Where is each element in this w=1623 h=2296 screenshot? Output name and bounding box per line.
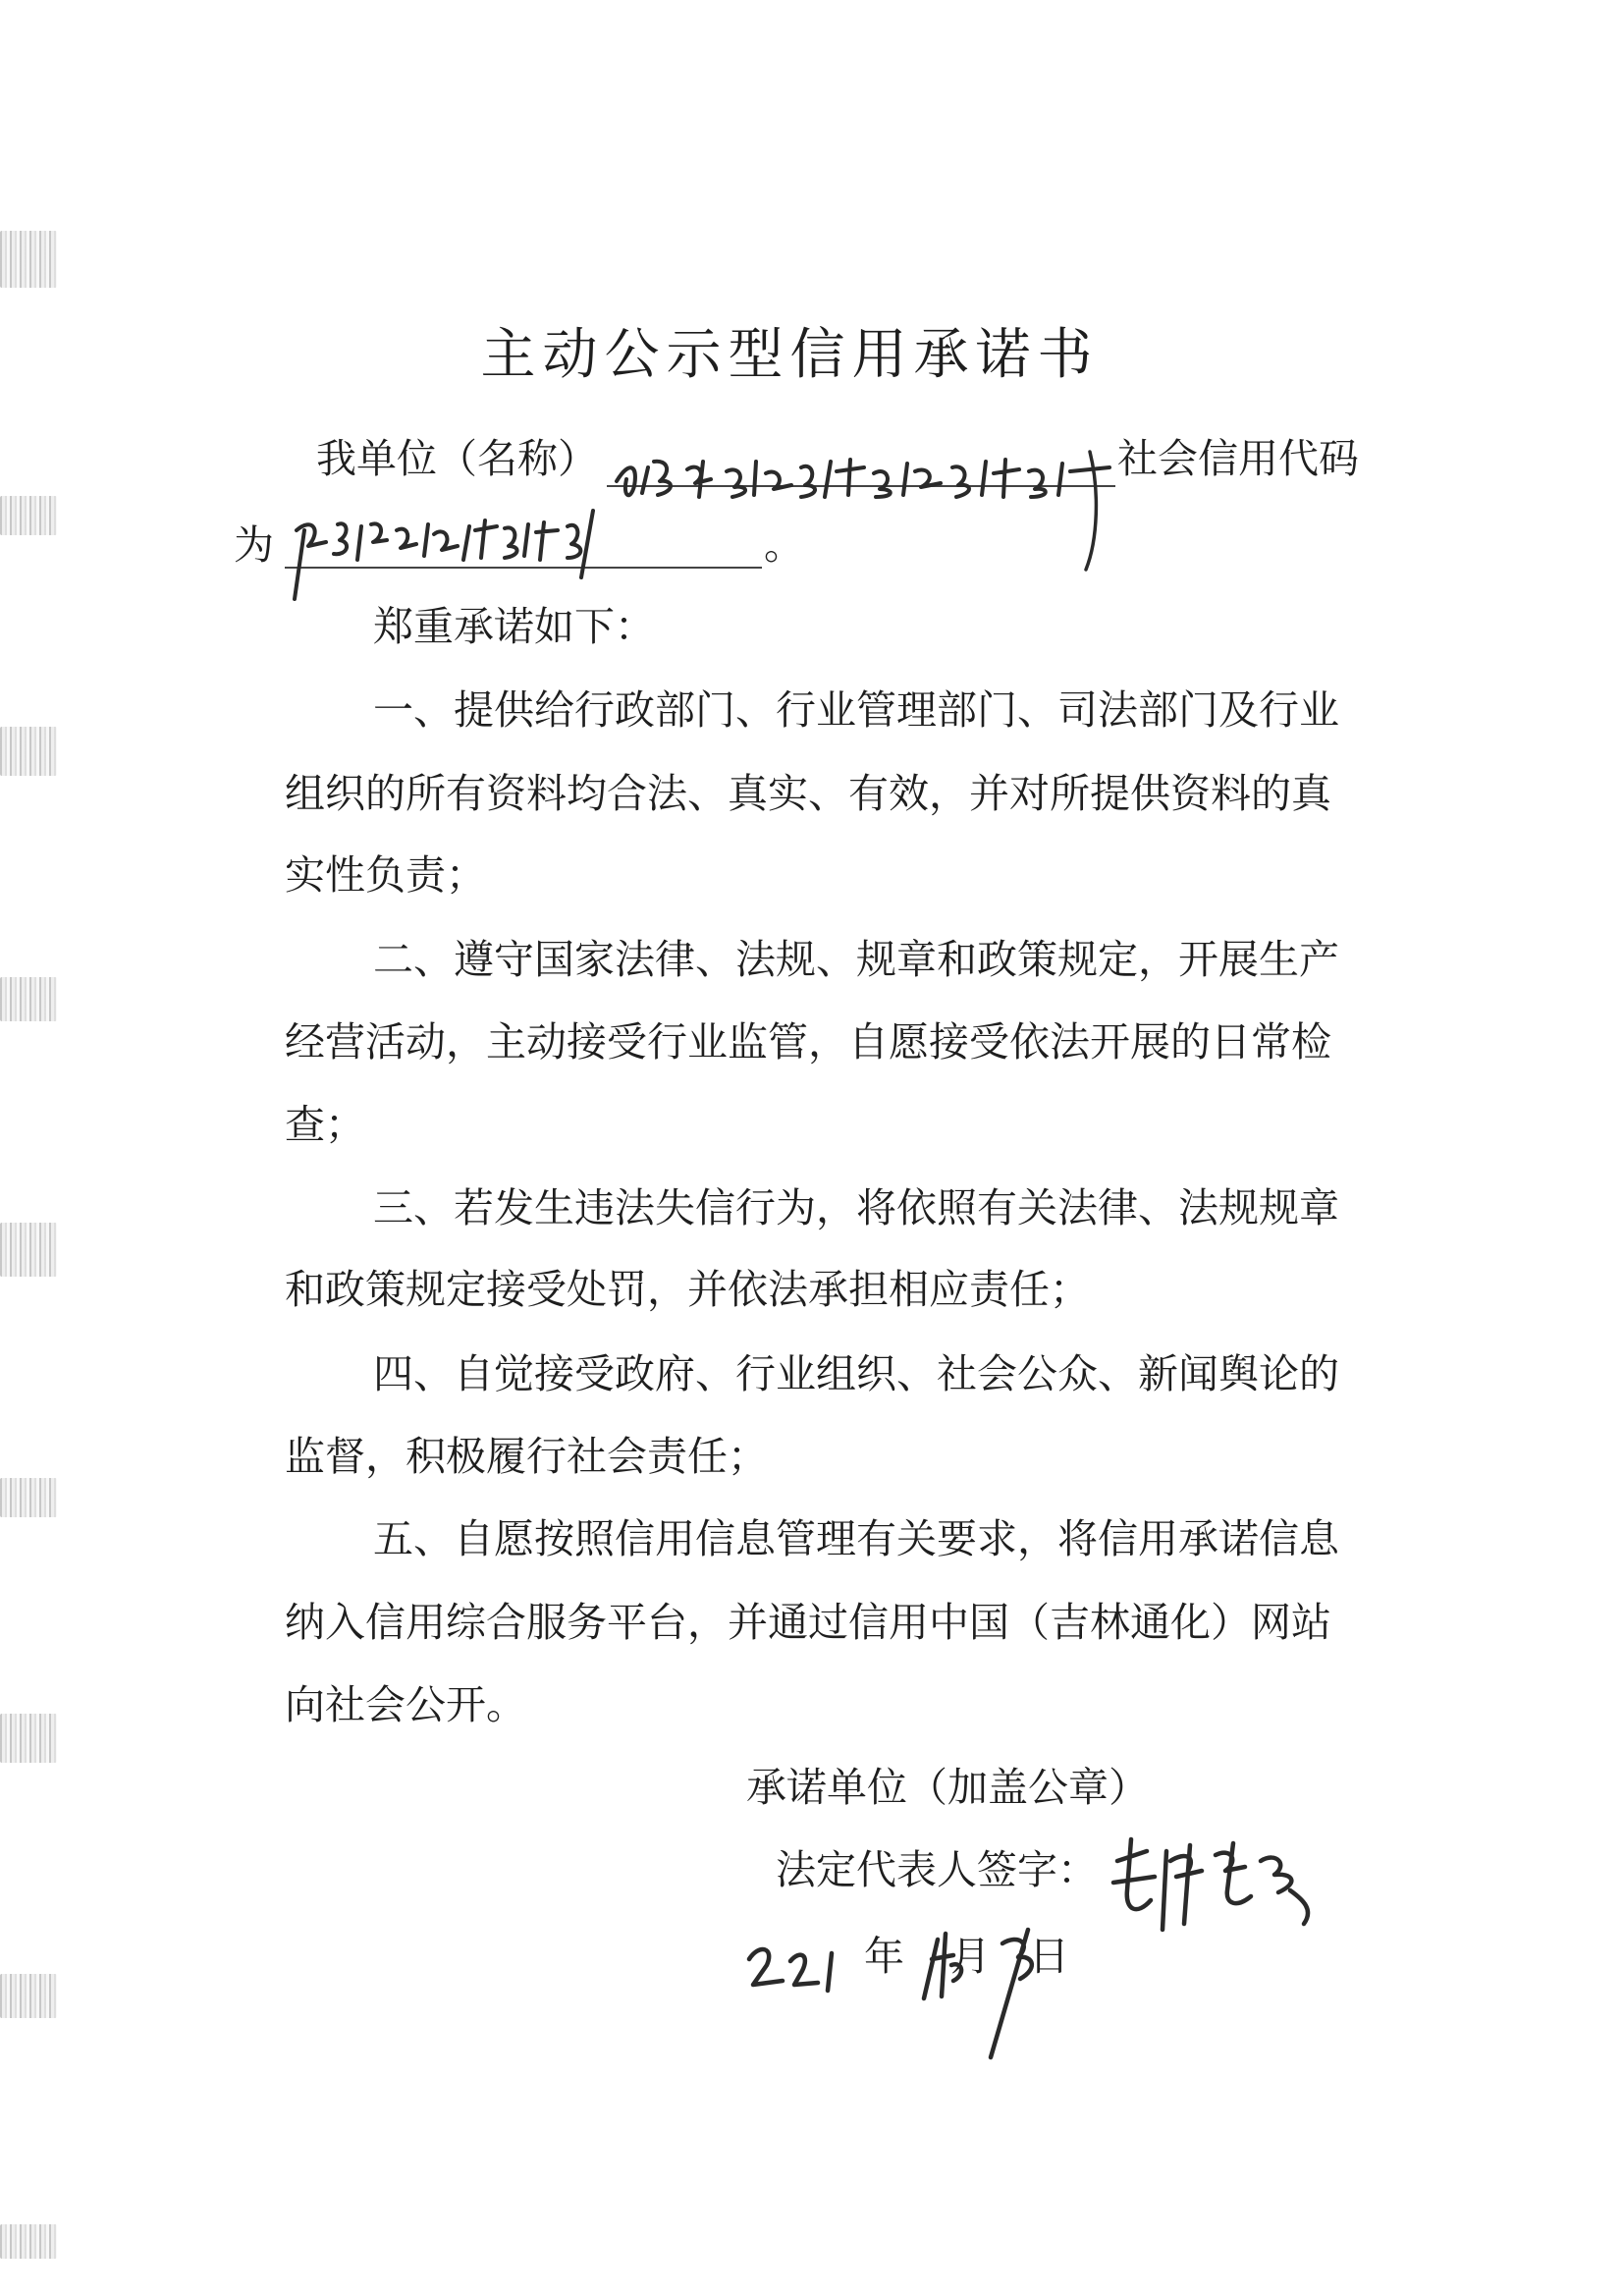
scan-mark (0, 496, 57, 535)
company-name-handwriting (609, 432, 1119, 579)
date-handwriting (741, 1900, 1075, 2077)
item-3-line-1: 三、若发生违法失信行为，将依照有关法律、法规规章 (373, 1184, 1339, 1231)
representative-signature (1108, 1822, 1343, 1949)
month-label: 月 (950, 1933, 991, 1980)
credit-code-handwriting (287, 491, 621, 609)
item-2-line-3: 查； (285, 1101, 365, 1148)
scan-mark (0, 727, 57, 776)
representative-label: 法定代表人签字： (776, 1846, 1098, 1893)
item-4-line-1: 四、自觉接受政府、行业组织、社会公众、新闻舆论的 (373, 1350, 1339, 1397)
day-label: 日 (1029, 1933, 1069, 1980)
scan-mark (0, 1478, 57, 1517)
item-2-line-1: 二、遵守国家法律、法规、规章和政策规定，开展生产 (373, 936, 1339, 983)
item-5-line-1: 五、自愿按照信用信息管理有关要求，将信用承诺信息 (373, 1515, 1339, 1562)
item-5-line-3: 向社会公开。 (285, 1681, 526, 1728)
intro-line2-end: 。 (764, 521, 804, 569)
item-1-line-1: 一、提供给行政部门、行业管理部门、司法部门及行业 (373, 686, 1339, 734)
item-1-line-3: 实性负责； (285, 851, 486, 899)
lead-text: 郑重承诺如下： (373, 603, 655, 650)
scan-mark (0, 977, 57, 1021)
item-4-line-2: 监督，积极履行社会责任； (285, 1433, 768, 1480)
document-title: 主动公示型信用承诺书 (480, 323, 1100, 387)
year-label: 年 (864, 1933, 904, 1980)
intro-prefix: 我单位（名称） (316, 435, 598, 482)
scan-mark (0, 1223, 57, 1277)
unit-seal-label: 承诺单位（加盖公章） (746, 1764, 1149, 1811)
scan-mark (0, 2224, 57, 2259)
scan-mark (0, 1714, 57, 1763)
intro-line2-prefix: 为 (234, 521, 274, 569)
item-5-line-2: 纳入信用综合服务平台，并通过信用中国（吉林通化）网站 (285, 1599, 1331, 1646)
item-3-line-2: 和政策规定接受处罚，并依法承担相应责任； (285, 1266, 1090, 1313)
intro-suffix: 社会信用代码 (1117, 435, 1359, 482)
item-2-line-2: 经营活动，主动接受行业监管，自愿接受依法开展的日常检 (285, 1018, 1331, 1066)
scan-mark (0, 1974, 57, 2018)
scan-mark (0, 231, 57, 288)
item-1-line-2: 组织的所有资料均合法、真实、有效，并对所提供资料的真 (285, 770, 1331, 817)
